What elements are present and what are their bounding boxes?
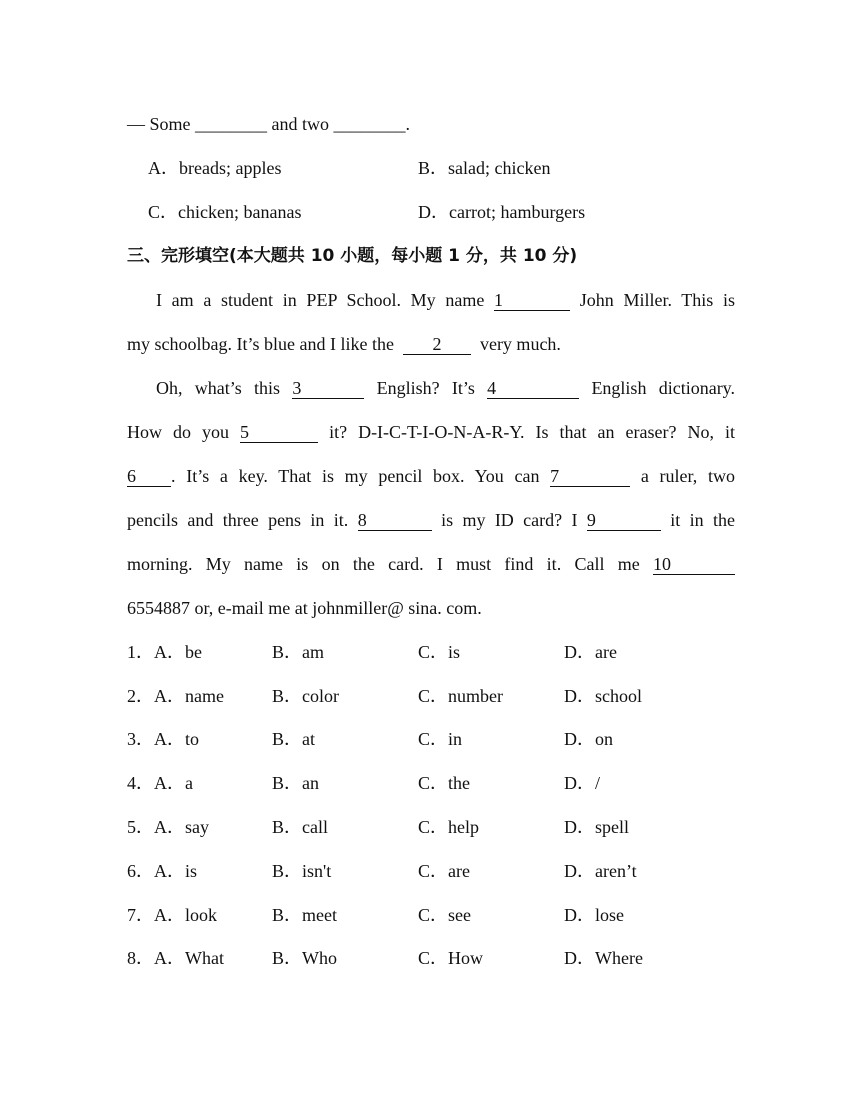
passage-text: morning. My name is on the card. I must find it. Call me: [127, 554, 640, 574]
question-4-option-c: C．the: [418, 773, 470, 793]
passage-text: John Miller. This is: [579, 290, 736, 310]
question-1-option-c: C．is: [418, 642, 461, 662]
prev-question-stem: [127, 112, 735, 136]
passage-text: it? D-I-C-T-I-O-N-A-R-Y. Is that an eraser? No, it: [329, 422, 736, 442]
question-7-option-b: B．meet: [272, 905, 337, 925]
question-6-option-d: D．aren’t: [564, 861, 637, 881]
passage-text: it in the: [670, 510, 736, 530]
prev-option-a: A．breads; apples: [148, 158, 282, 178]
passage-line-7: [127, 552, 735, 576]
blank-4: 4: [487, 378, 579, 399]
blank-8: 8: [358, 510, 432, 531]
passage-line-4: [127, 420, 735, 444]
question-6-option-b: B．isn't: [272, 861, 332, 881]
passage-text: pencils and three pens in it.: [127, 510, 349, 530]
question-5-label: 5．A．say: [127, 817, 209, 837]
passage-text: a ruler, two: [640, 466, 736, 486]
question-5-option-d: D．spell: [564, 817, 629, 837]
passage-line-8: 6554887 or, e-mail me at johnmiller@ sina. com.: [127, 598, 482, 618]
passage-line-5: [127, 464, 735, 488]
stem-prefix: — Some: [127, 114, 191, 134]
passage-text: . It’s a key. That is my pencil box. You can: [171, 466, 540, 486]
question-7-option-c: C．see: [418, 905, 471, 925]
blank-1: 1: [494, 290, 570, 311]
question-4-option-d: D．/: [564, 773, 600, 793]
passage-line-3: [156, 376, 735, 400]
question-2-option-d: D．school: [564, 686, 642, 706]
blank-2: 2: [403, 334, 471, 355]
passage-text: English dictionary.: [591, 378, 736, 398]
question-6-label: 6．A．is: [127, 861, 198, 881]
question-3-option-d: D．on: [564, 729, 613, 749]
prev-option-d: D．carrot; hamburgers: [418, 202, 586, 222]
question-2-option-c: C．number: [418, 686, 503, 706]
question-4-option-b: B．an: [272, 773, 319, 793]
question-2-option-b: B．color: [272, 686, 339, 706]
question-7-label: 7．A．look: [127, 905, 217, 925]
passage-line-2: [127, 332, 735, 356]
stem-blank-1: ________: [195, 114, 268, 134]
question-3-option-b: B．at: [272, 729, 315, 749]
passage-line-6: [127, 508, 735, 532]
blank-7: 7: [550, 466, 630, 487]
question-8-option-b: B．Who: [272, 948, 337, 968]
prev-option-b: B．salad; chicken: [418, 158, 551, 178]
blank-6: 6: [127, 466, 171, 487]
question-2-label: 2．A．name: [127, 686, 224, 706]
question-5-option-b: B．call: [272, 817, 328, 837]
blank-3: 3: [292, 378, 364, 399]
passage-text: English? It’s: [376, 378, 475, 398]
question-8-option-c: C．How: [418, 948, 484, 968]
question-1-option-b: B．am: [272, 642, 324, 662]
question-3-option-c: C．in: [418, 729, 463, 749]
blank-10: 10: [653, 554, 735, 575]
blank-5: 5: [240, 422, 318, 443]
question-3-label: 3．A．to: [127, 729, 199, 749]
prev-option-c: C．chicken; bananas: [148, 202, 302, 222]
passage-text: is my ID card? I: [441, 510, 578, 530]
question-7-option-d: D．lose: [564, 905, 624, 925]
blank-9: 9: [587, 510, 661, 531]
passage-text: very much.: [479, 334, 561, 354]
section-title: 三、完形填空(本大题共 10 小题，每小题 1 分，共 10 分): [127, 246, 578, 266]
passage-text: my schoolbag. It’s blue and I like the: [127, 334, 394, 354]
question-1-label: 1．A．be: [127, 642, 202, 662]
question-8-option-d: D．Where: [564, 948, 643, 968]
question-6-option-c: C．are: [418, 861, 470, 881]
passage-text: How do you: [127, 422, 230, 442]
passage-text: I am a student in PEP School. My name: [156, 290, 485, 310]
passage-line-1: [156, 288, 735, 312]
question-4-label: 4．A．a: [127, 773, 193, 793]
question-5-option-c: C．help: [418, 817, 479, 837]
question-1-option-d: D．are: [564, 642, 617, 662]
stem-suffix: .: [405, 114, 411, 134]
question-8-label: 8．A．What: [127, 948, 224, 968]
passage-text: Oh, what’s this: [156, 378, 281, 398]
stem-mid: and two: [271, 114, 330, 134]
stem-blank-2: ________: [333, 114, 406, 134]
